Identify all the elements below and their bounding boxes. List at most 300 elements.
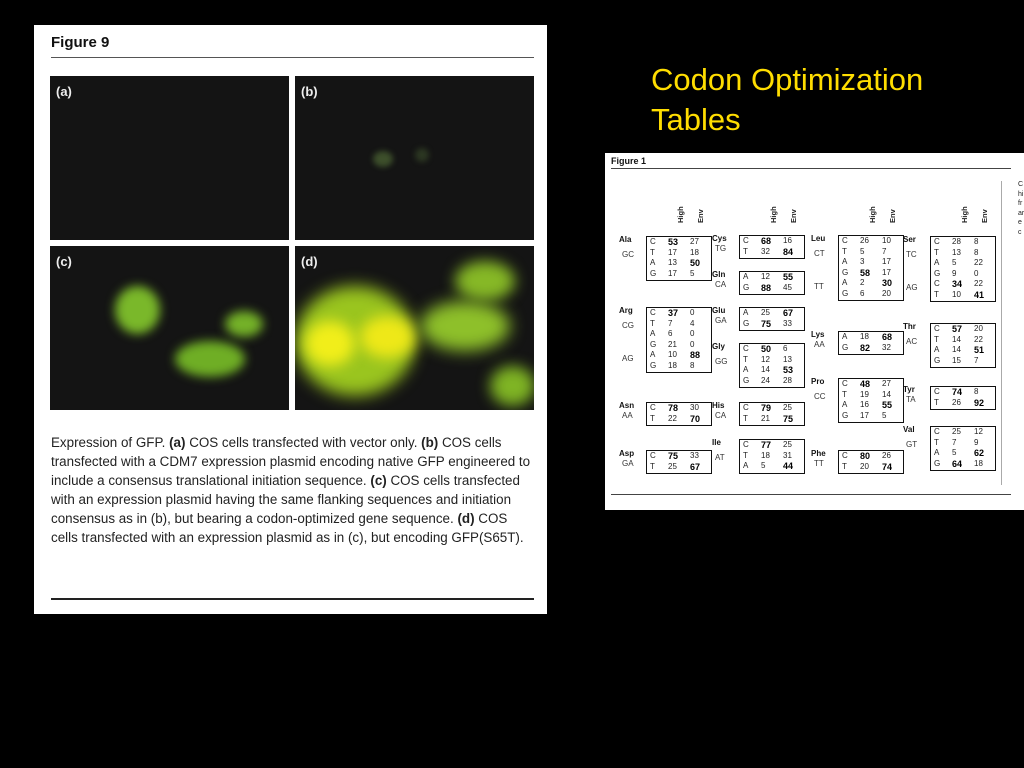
figure-1-image xyxy=(605,153,1024,510)
caption-panel-ref: (a) xyxy=(169,435,186,450)
codon-base: G xyxy=(842,410,849,420)
env-frequency-value: 18 xyxy=(974,458,983,468)
env-frequency-value: 17 xyxy=(882,257,891,266)
caption-text: COS cells transfected with an expression plasmid as in (c), but encoding GFP(S65T). xyxy=(51,511,524,545)
fluorescent-cell-bright xyxy=(305,321,355,366)
codon-base: A xyxy=(842,257,848,266)
env-frequency-value: 27 xyxy=(882,379,891,388)
codon-row xyxy=(931,438,995,449)
env-frequency-value: 20 xyxy=(974,324,983,333)
column-header-high: High xyxy=(769,206,778,223)
caption-panel-ref: (b) xyxy=(421,435,439,450)
high-frequency-value: 68 xyxy=(761,236,772,246)
high-frequency-value: 9 xyxy=(952,268,957,278)
fluorescent-cell xyxy=(225,311,263,337)
env-frequency-value: 5 xyxy=(882,410,887,420)
env-frequency-value: 62 xyxy=(974,448,985,458)
high-frequency-value: 34 xyxy=(952,279,963,289)
high-frequency-value: 53 xyxy=(668,237,679,247)
codon-base: G xyxy=(842,267,849,277)
amino-acid-name: Pro xyxy=(811,377,825,386)
codon-prefix: GA xyxy=(622,459,634,468)
codon-row xyxy=(740,365,804,376)
high-frequency-value: 17 xyxy=(668,268,677,278)
codon-row xyxy=(740,283,804,294)
env-frequency-value: 17 xyxy=(882,267,891,277)
high-frequency-value: 19 xyxy=(860,389,869,399)
codon-base: G xyxy=(743,318,750,328)
high-frequency-value: 5 xyxy=(761,461,766,470)
env-frequency-value: 20 xyxy=(882,288,891,298)
codon-row xyxy=(839,236,903,247)
codon-usage-box xyxy=(646,236,712,281)
codon-base: C xyxy=(743,440,749,449)
codon-prefix: CG xyxy=(622,321,634,330)
codon-usage-box xyxy=(739,402,805,426)
env-frequency-value: 12 xyxy=(974,427,983,436)
codon-base: C xyxy=(650,237,656,246)
high-frequency-value: 26 xyxy=(860,236,869,245)
codon-base: A xyxy=(934,258,940,267)
codon-prefix: AG xyxy=(622,354,634,363)
fluorescent-cell-bright xyxy=(360,316,415,358)
codon-base: G xyxy=(842,288,849,298)
codon-prefix: AT xyxy=(715,453,725,462)
high-frequency-value: 16 xyxy=(860,400,869,409)
codon-base: T xyxy=(842,461,847,471)
env-frequency-value: 55 xyxy=(783,272,794,282)
env-frequency-value: 44 xyxy=(783,461,794,471)
env-frequency-value: 0 xyxy=(690,339,695,349)
high-frequency-value: 10 xyxy=(952,289,961,299)
high-frequency-value: 75 xyxy=(668,451,679,461)
codon-base: T xyxy=(743,354,748,364)
codon-prefix: TT xyxy=(814,459,824,468)
figure-1-side-text xyxy=(1018,180,1024,237)
codon-row xyxy=(931,290,995,301)
high-frequency-value: 28 xyxy=(952,237,961,246)
codon-row xyxy=(647,414,711,425)
codon-prefix: AC xyxy=(906,337,918,346)
codon-prefix: TG xyxy=(715,244,727,253)
codon-row xyxy=(647,403,711,414)
codon-base: C xyxy=(743,344,749,353)
env-frequency-value: 27 xyxy=(690,237,699,246)
slide-title xyxy=(651,60,923,140)
codon-base: A xyxy=(743,308,749,317)
codon-row xyxy=(931,356,995,367)
high-frequency-value: 14 xyxy=(952,334,961,344)
codon-row xyxy=(839,247,903,258)
env-frequency-value: 5 xyxy=(690,268,695,278)
codon-base: T xyxy=(934,334,939,344)
codon-base: G xyxy=(934,355,941,365)
codon-base: T xyxy=(650,247,655,257)
env-frequency-value: 0 xyxy=(690,329,695,338)
codon-base: C xyxy=(842,451,848,460)
panel-a-label: (a) xyxy=(56,84,72,99)
codon-prefix: AA xyxy=(622,411,633,420)
amino-acid-name: Glu xyxy=(712,306,726,315)
env-frequency-value: 7 xyxy=(974,355,979,365)
codon-usage-box xyxy=(838,450,904,474)
codon-usage-box xyxy=(838,378,904,423)
fluorescent-cell xyxy=(115,286,160,334)
high-frequency-value: 48 xyxy=(860,379,871,389)
codon-row xyxy=(740,308,804,319)
column-header-env: Env xyxy=(696,209,705,223)
high-frequency-value: 21 xyxy=(668,339,677,349)
env-frequency-value: 0 xyxy=(690,308,695,317)
env-frequency-value: 92 xyxy=(974,397,985,408)
slide-title-line2: Tables xyxy=(651,102,741,137)
codon-row xyxy=(839,451,903,462)
codon-base: C xyxy=(743,236,749,245)
env-frequency-value: 25 xyxy=(783,440,792,449)
codon-base: T xyxy=(650,413,655,423)
amino-acid-name: Lys xyxy=(811,330,825,339)
fluorescent-cell xyxy=(420,301,510,351)
high-frequency-value: 18 xyxy=(860,332,869,341)
codon-base: G xyxy=(842,342,849,352)
high-frequency-value: 79 xyxy=(761,403,772,413)
codon-base: T xyxy=(743,246,748,256)
fluorescence-spot xyxy=(373,151,393,167)
env-frequency-value: 13 xyxy=(783,354,792,364)
figure-1-title: Figure 1 xyxy=(611,156,647,166)
env-frequency-value: 10 xyxy=(882,236,891,245)
amino-acid-name: Arg xyxy=(619,306,633,315)
codon-base: C xyxy=(934,427,940,436)
codon-row xyxy=(647,361,711,372)
codon-base: A xyxy=(842,278,848,287)
codon-usage-box xyxy=(646,307,712,373)
high-frequency-value: 75 xyxy=(761,318,772,329)
env-frequency-value: 32 xyxy=(882,342,891,352)
codon-base: A xyxy=(650,350,656,359)
codon-base: C xyxy=(934,387,940,396)
codon-base: A xyxy=(743,272,749,281)
codon-row xyxy=(839,257,903,268)
panel-a xyxy=(50,76,289,240)
high-frequency-value: 5 xyxy=(860,246,865,256)
amino-acid-name: Tyr xyxy=(903,385,915,394)
codon-row xyxy=(647,269,711,280)
amino-acid-name: Ile xyxy=(712,438,721,447)
high-frequency-value: 20 xyxy=(860,461,869,471)
env-frequency-value: 8 xyxy=(690,360,695,370)
high-frequency-value: 24 xyxy=(761,375,770,385)
env-frequency-value: 18 xyxy=(690,247,699,257)
figure-1-bottom-rule xyxy=(611,494,1011,495)
codon-row xyxy=(647,258,711,269)
codon-base: A xyxy=(743,365,749,374)
codon-row xyxy=(740,355,804,366)
codon-prefix: CA xyxy=(715,280,727,289)
codon-base: A xyxy=(743,461,749,470)
codon-base: A xyxy=(934,345,940,354)
figure-9-image xyxy=(34,25,547,614)
high-frequency-value: 7 xyxy=(952,437,957,447)
side-text-line: e xyxy=(1018,219,1022,226)
caption-text: COS cells transfected with vector only. xyxy=(185,435,422,450)
codon-base: A xyxy=(650,258,656,267)
column-header-high: High xyxy=(960,206,969,223)
env-frequency-value: 30 xyxy=(690,403,699,412)
env-frequency-value: 14 xyxy=(882,389,891,399)
codon-base: A xyxy=(842,400,848,409)
high-frequency-value: 13 xyxy=(668,258,677,267)
amino-acid-name: Gln xyxy=(712,270,726,279)
codon-row xyxy=(740,414,804,425)
codon-row xyxy=(931,258,995,269)
high-frequency-value: 77 xyxy=(761,440,772,450)
figure-9-bottom-rule xyxy=(51,598,534,600)
codon-usage-box xyxy=(838,235,904,301)
codon-base: T xyxy=(842,246,847,256)
column-header-high: High xyxy=(676,206,685,223)
codon-row xyxy=(740,376,804,387)
env-frequency-value: 8 xyxy=(974,247,979,257)
codon-row xyxy=(740,319,804,330)
codon-usage-box xyxy=(930,426,996,471)
codon-prefix: GA xyxy=(715,316,727,325)
fluorescent-cell xyxy=(490,366,534,406)
codon-row xyxy=(931,459,995,470)
codon-base: C xyxy=(650,451,656,460)
codon-base: C xyxy=(743,403,749,412)
amino-acid-name: Asn xyxy=(619,401,635,410)
codon-row xyxy=(839,390,903,401)
codon-row xyxy=(839,268,903,279)
high-frequency-value: 88 xyxy=(761,282,772,293)
codon-base: C xyxy=(650,308,656,317)
panel-c xyxy=(50,246,289,410)
high-frequency-value: 78 xyxy=(668,403,679,413)
high-frequency-value: 7 xyxy=(668,318,673,328)
codon-row xyxy=(931,237,995,248)
amino-acid-name: Phe xyxy=(811,449,826,458)
codon-prefix: AG xyxy=(906,283,918,292)
high-frequency-value: 58 xyxy=(860,267,871,278)
codon-base: G xyxy=(934,458,941,468)
codon-row xyxy=(647,451,711,462)
codon-row xyxy=(740,440,804,451)
fluorescent-cell xyxy=(175,341,245,377)
codon-base: T xyxy=(743,413,748,423)
codon-base: C xyxy=(934,237,940,246)
codon-prefix: CT xyxy=(814,249,825,258)
codon-prefix: TC xyxy=(906,250,917,259)
column-header-env: Env xyxy=(789,209,798,223)
codon-base: G xyxy=(650,360,657,370)
codon-base: C xyxy=(934,279,940,288)
panel-b-label: (b) xyxy=(301,84,318,99)
high-frequency-value: 26 xyxy=(952,397,961,407)
high-frequency-value: 25 xyxy=(952,427,961,436)
figure-9-top-rule xyxy=(51,57,534,58)
codon-row xyxy=(839,332,903,343)
env-frequency-value: 0 xyxy=(974,268,979,278)
high-frequency-value: 17 xyxy=(860,410,869,420)
env-frequency-value: 6 xyxy=(783,344,788,353)
codon-row xyxy=(740,236,804,247)
codon-row xyxy=(740,461,804,472)
high-frequency-value: 12 xyxy=(761,354,770,364)
codon-base: G xyxy=(743,282,750,292)
figure-1-divider xyxy=(1001,181,1002,485)
codon-row xyxy=(931,248,995,259)
codon-row xyxy=(740,247,804,258)
micrograph-panels xyxy=(50,76,534,408)
high-frequency-value: 17 xyxy=(668,247,677,257)
codon-base: T xyxy=(934,397,939,407)
high-frequency-value: 18 xyxy=(668,360,677,370)
amino-acid-name: Gly xyxy=(712,342,725,351)
high-frequency-value: 25 xyxy=(761,308,770,317)
codon-prefix: GG xyxy=(715,357,728,366)
env-frequency-value: 41 xyxy=(974,289,985,300)
side-text-line: c xyxy=(1018,228,1022,236)
codon-base: G xyxy=(650,268,657,278)
side-text-line: hi xyxy=(1018,190,1024,198)
high-frequency-value: 14 xyxy=(761,365,770,374)
env-frequency-value: 74 xyxy=(882,461,893,472)
codon-prefix: TT xyxy=(814,282,824,291)
caption-panel-ref: (d) xyxy=(457,511,475,526)
side-text-line: fr xyxy=(1018,200,1023,207)
env-frequency-value: 31 xyxy=(783,450,792,460)
amino-acid-name: His xyxy=(712,401,725,410)
codon-base: A xyxy=(650,329,656,338)
codon-row xyxy=(839,411,903,422)
codon-usage-box xyxy=(739,343,805,388)
codon-usage-box xyxy=(930,386,996,410)
fluorescent-cell xyxy=(455,261,515,301)
figure-1-top-rule xyxy=(611,168,1011,169)
column-header-env: Env xyxy=(980,209,989,223)
codon-base: T xyxy=(934,437,939,447)
codon-row xyxy=(839,289,903,300)
side-text-line: C xyxy=(1018,181,1024,188)
amino-acid-name: Ser xyxy=(903,235,916,244)
env-frequency-value: 53 xyxy=(783,365,794,375)
env-frequency-value: 68 xyxy=(882,332,893,342)
high-frequency-value: 80 xyxy=(860,451,871,461)
codon-row xyxy=(839,462,903,473)
high-frequency-value: 2 xyxy=(860,278,865,287)
high-frequency-value: 10 xyxy=(668,350,677,359)
env-frequency-value: 70 xyxy=(690,413,701,424)
codon-row xyxy=(647,329,711,340)
panel-d-label: (d) xyxy=(301,254,318,269)
codon-row xyxy=(647,308,711,319)
codon-usage-box xyxy=(739,439,805,474)
amino-acid-name: Asp xyxy=(619,449,635,458)
codon-base: T xyxy=(650,461,655,471)
high-frequency-value: 3 xyxy=(860,257,865,266)
high-frequency-value: 25 xyxy=(668,461,677,471)
high-frequency-value: 37 xyxy=(668,308,679,318)
codon-row xyxy=(740,344,804,355)
high-frequency-value: 15 xyxy=(952,355,961,365)
high-frequency-value: 6 xyxy=(860,288,865,298)
codon-row xyxy=(931,427,995,438)
env-frequency-value: 55 xyxy=(882,400,893,410)
high-frequency-value: 64 xyxy=(952,458,963,469)
codon-base: G xyxy=(743,375,750,385)
codon-base: T xyxy=(743,450,748,460)
high-frequency-value: 14 xyxy=(952,345,961,354)
codon-base: T xyxy=(650,318,655,328)
env-frequency-value: 4 xyxy=(690,318,695,328)
codon-prefix: AA xyxy=(814,340,825,349)
codon-usage-box xyxy=(739,307,805,331)
codon-usage-box xyxy=(930,236,996,302)
env-frequency-value: 7 xyxy=(882,246,887,256)
high-frequency-value: 22 xyxy=(668,413,677,423)
codon-row xyxy=(740,403,804,414)
codon-row xyxy=(931,324,995,335)
amino-acid-name: Cys xyxy=(712,234,727,243)
caption-text: COS cells transfected with a CDM7 expression plasmid encoding native GFP engineered to include a consensus translational initiation sequence. xyxy=(51,435,531,488)
env-frequency-value: 8 xyxy=(974,237,979,246)
caption-panel-ref: (c) xyxy=(370,473,387,488)
high-frequency-value: 6 xyxy=(668,329,673,338)
high-frequency-value: 74 xyxy=(952,387,963,397)
codon-row xyxy=(931,335,995,346)
codon-base: G xyxy=(934,268,941,278)
codon-base: C xyxy=(650,403,656,412)
env-frequency-value: 45 xyxy=(783,282,792,292)
env-frequency-value: 30 xyxy=(882,278,893,288)
high-frequency-value: 18 xyxy=(761,450,770,460)
env-frequency-value: 75 xyxy=(783,413,794,424)
amino-acid-name: Thr xyxy=(903,322,916,331)
codon-base: G xyxy=(650,339,657,349)
codon-base: T xyxy=(934,247,939,257)
codon-row xyxy=(931,269,995,280)
high-frequency-value: 5 xyxy=(952,448,957,457)
high-frequency-value: 82 xyxy=(860,342,871,353)
codon-row xyxy=(839,400,903,411)
high-frequency-value: 21 xyxy=(761,413,770,423)
codon-row xyxy=(931,345,995,356)
codon-row xyxy=(647,462,711,473)
codon-row xyxy=(647,319,711,330)
codon-row xyxy=(931,398,995,409)
amino-acid-name: Ala xyxy=(619,235,632,244)
env-frequency-value: 22 xyxy=(974,258,983,267)
codon-base: C xyxy=(934,324,940,333)
codon-row xyxy=(740,272,804,283)
codon-usage-box xyxy=(646,450,712,474)
high-frequency-value: 57 xyxy=(952,324,963,334)
figure-9-caption xyxy=(51,433,535,547)
codon-row xyxy=(931,279,995,290)
env-frequency-value: 22 xyxy=(974,279,983,288)
panel-d xyxy=(295,246,534,410)
codon-row xyxy=(931,387,995,398)
env-frequency-value: 16 xyxy=(783,236,792,245)
codon-row xyxy=(839,278,903,289)
env-frequency-value: 26 xyxy=(882,451,891,460)
env-frequency-value: 88 xyxy=(690,350,701,360)
codon-usage-box xyxy=(838,331,904,355)
env-frequency-value: 50 xyxy=(690,258,701,268)
env-frequency-value: 25 xyxy=(783,403,792,412)
panel-b xyxy=(295,76,534,240)
